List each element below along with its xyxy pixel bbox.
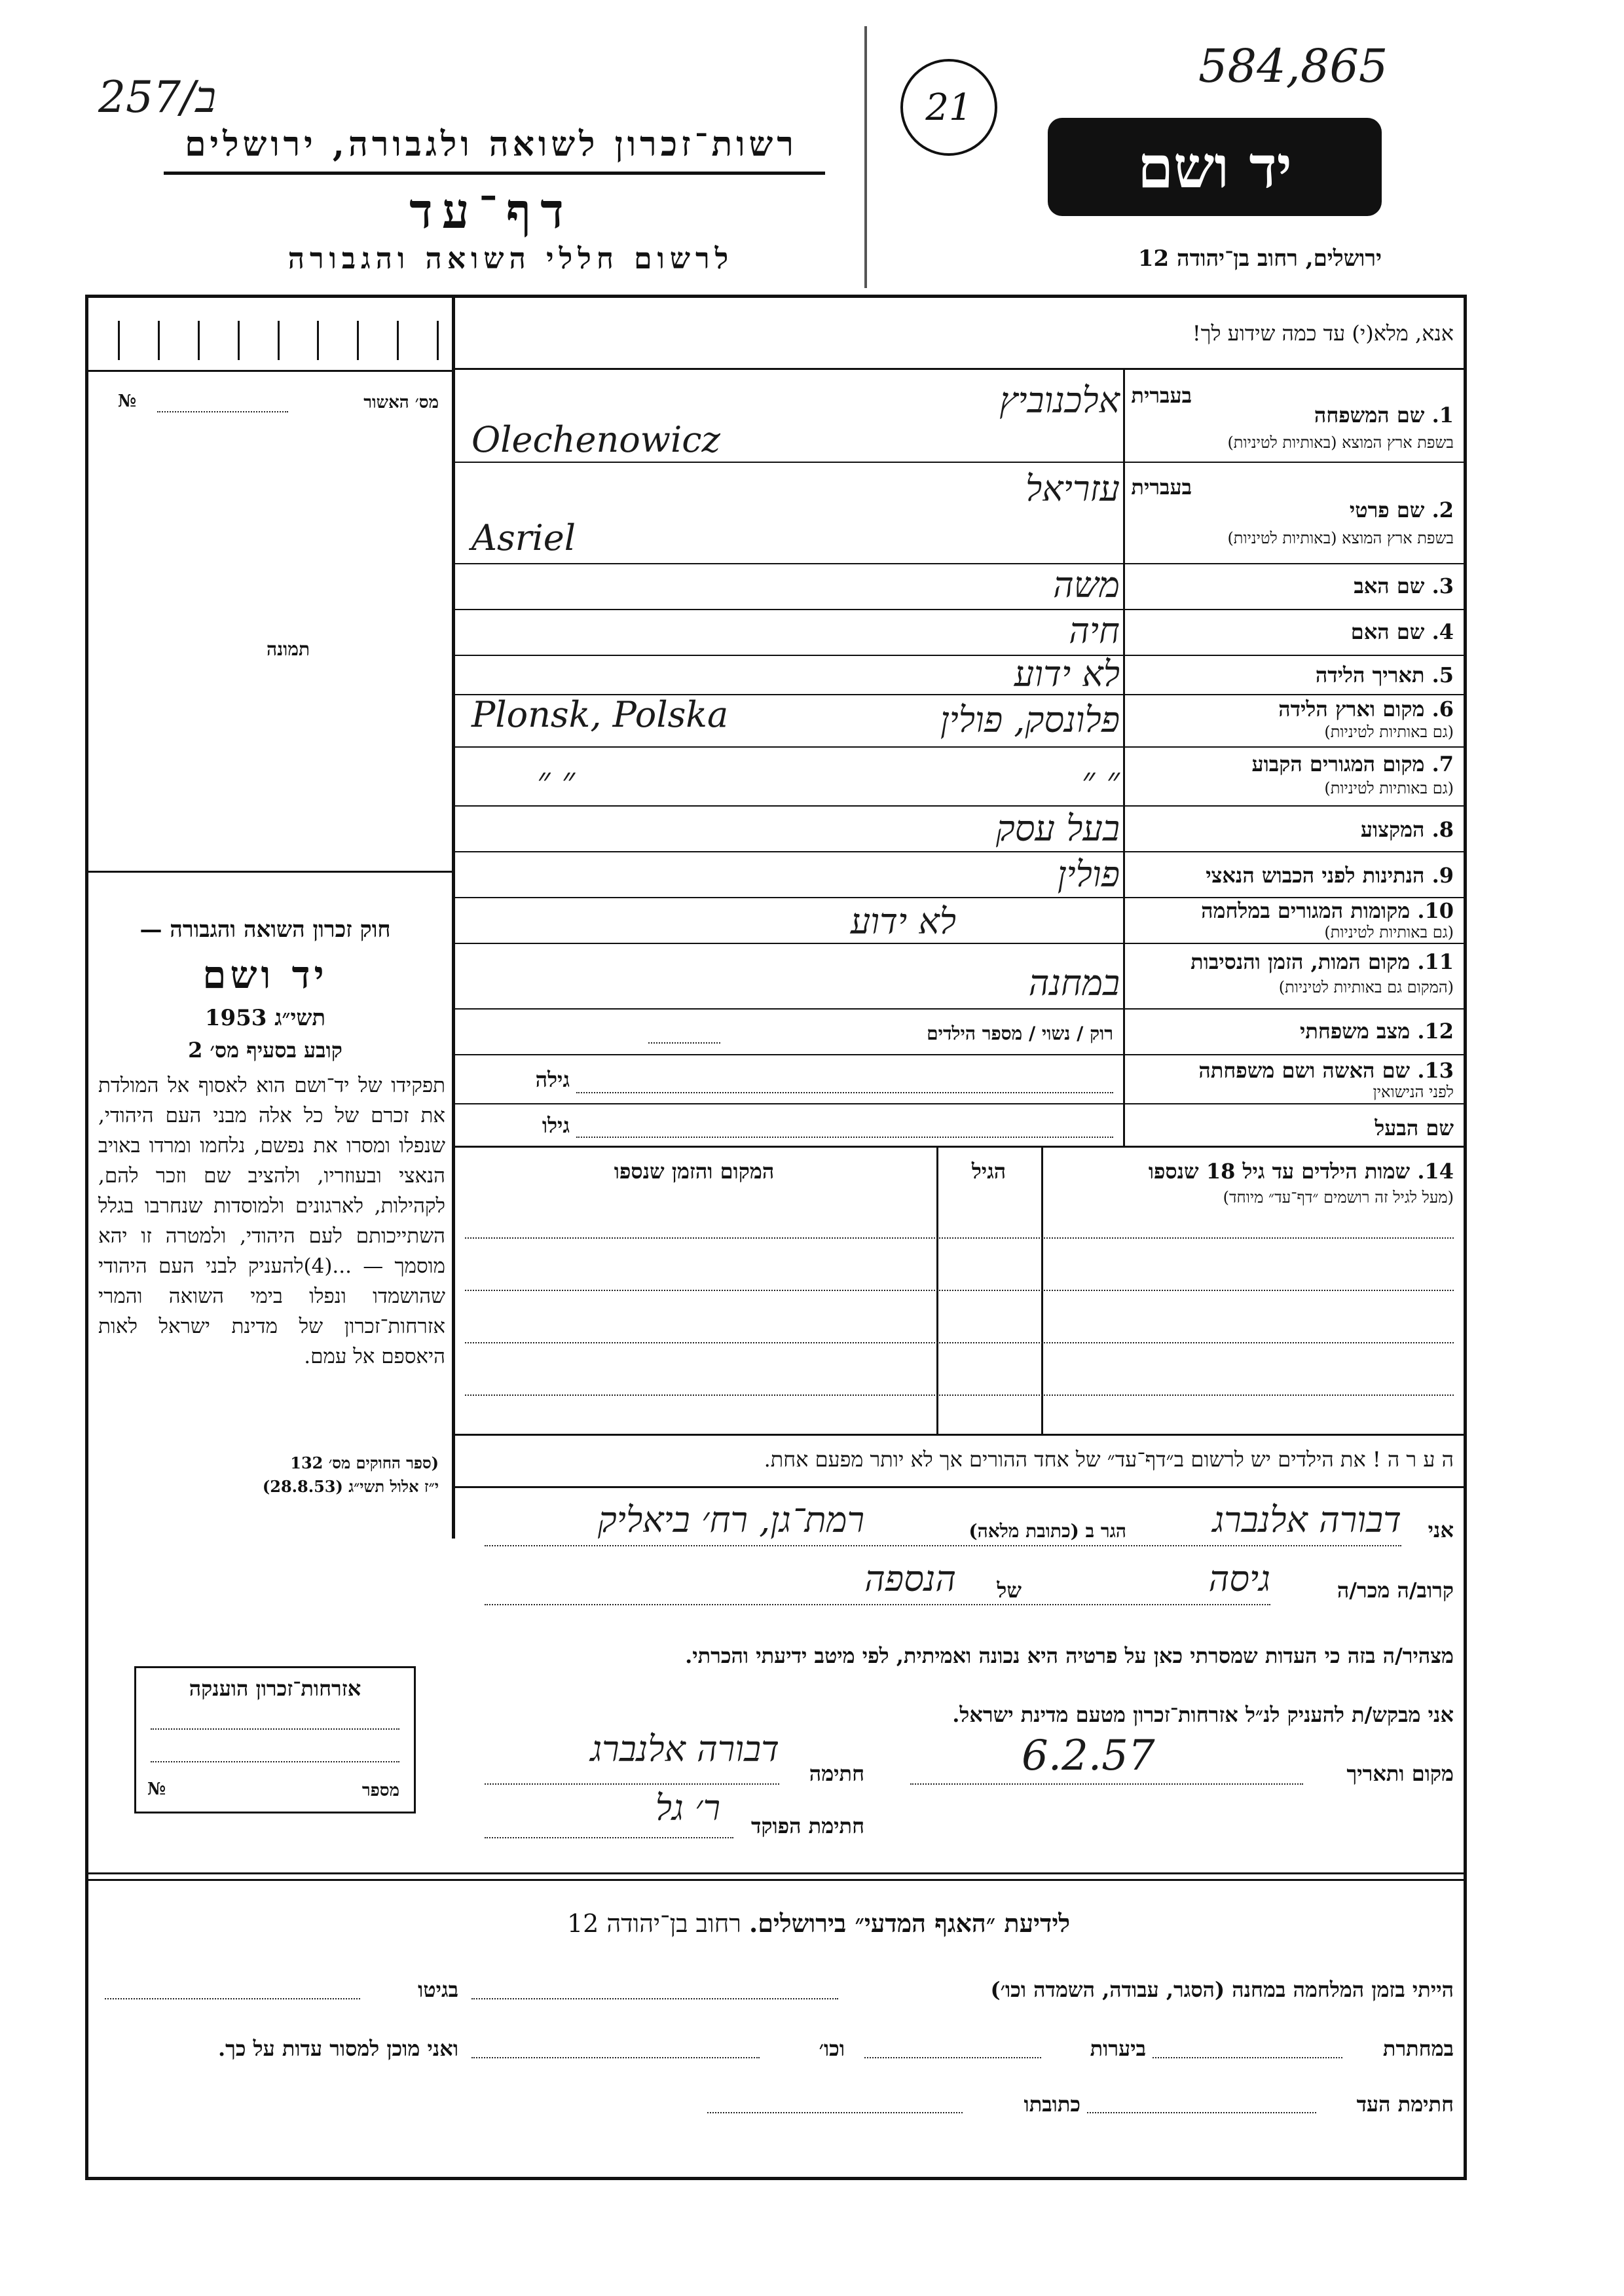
handwritten-ref-number: 584,865 (1198, 39, 1388, 93)
declarant-address: רמת־גן, רח׳ ביאליק (597, 1499, 864, 1540)
label-sep (1125, 1008, 1467, 1010)
address-label: הגר ב (כתובת מלאה) (969, 1520, 1126, 1542)
field-7-value-hebrew: ״ ״ (1081, 759, 1120, 801)
approval-label: מס׳ האשור (363, 393, 439, 412)
field-1-value-hebrew: אלכנוביץ (999, 380, 1120, 421)
field-13-sub: לפני הנישואין (1373, 1083, 1454, 1101)
law-clause: קובע בסעיף מס׳ 2 (188, 1038, 342, 1063)
footer-line3-dotline (1087, 2112, 1316, 2113)
field-3-value: משה (1053, 564, 1120, 606)
footer-line2-c: וכו׳ (819, 2036, 845, 2061)
row-sep (455, 943, 1123, 944)
field-1-sub: בשפת ארץ המוצא (באותיות לטיניות) (1227, 433, 1454, 452)
row-sep (455, 1103, 1123, 1104)
children-title: 14. שמות הילדים עד גיל 18 שנספו (1148, 1159, 1454, 1184)
row-sep (455, 462, 1123, 463)
row-sep (455, 897, 1123, 898)
field-6-label: 6. מקום וארץ הלידה (1278, 697, 1454, 721)
label-sep (1125, 1103, 1467, 1104)
children-row-line (465, 1342, 1454, 1343)
field-9-value: פולין (1057, 854, 1120, 895)
row-sep (455, 746, 1123, 748)
of-label: של (997, 1578, 1022, 1603)
field-5-label: 5. תאריך הלידה (1315, 663, 1454, 687)
children-col-age: הגיל (971, 1159, 1006, 1184)
field-7-sub: (גם באותיות לטיניות) (1324, 779, 1454, 797)
row-sep (455, 1054, 1123, 1055)
footer-line1-dotline (471, 1998, 838, 1999)
field-7-label: 7. מקום המגורים הקבוע (1251, 752, 1454, 776)
field-2-value-hebrew: עזריאל (1025, 468, 1120, 509)
footer-line2-dotline2 (864, 2057, 1041, 2058)
officer-dotline (485, 1837, 733, 1838)
row-sep (455, 1008, 1123, 1010)
footer-line2-a: במחתרת (1382, 2036, 1454, 2061)
declaration-request: אני מבקש/ת להעניק לנ״ל אזרחות־זכרון מטעם מדינת ישראל. (952, 1702, 1454, 1727)
field-13-label: 13. שם האשה ושם משפחתה (1198, 1058, 1454, 1083)
date-value: 6.2.57 (1022, 1732, 1155, 1780)
children-col-place: המקום והזמן שנספו (614, 1159, 775, 1184)
field-6-value-latin: Plonsk, Polska (471, 694, 729, 735)
citizenship-box-no-label: מספר (361, 1781, 399, 1800)
relative-label: קרוב/ה מכר/ה (1337, 1578, 1454, 1603)
label-column-divider (1123, 370, 1125, 1146)
circled-number-stamp (900, 59, 997, 156)
field-1-label: 1. שם המשפחה (1314, 403, 1454, 428)
declaration-i-label: אני (1428, 1518, 1454, 1542)
label-sep (1125, 563, 1467, 564)
relative-dotline (485, 1604, 1270, 1605)
place-date-label: מקום ותאריך (1346, 1761, 1454, 1786)
husband-age-label: גילו (542, 1113, 570, 1138)
law-name: יד ושם (202, 953, 328, 997)
date-dotline (910, 1783, 1303, 1785)
fields-bottom-rule (452, 1146, 1467, 1148)
field-8-value: בעל עסק (995, 808, 1120, 849)
footer-line1-a: הייתי בזמן המלחמה במחנה (הסגר, עבודה, השמדה וכו׳) (990, 1977, 1454, 2002)
husband-dotline (576, 1137, 1113, 1138)
address-dotline (485, 1545, 1401, 1546)
footer-line1-dotline2 (105, 1998, 360, 1999)
label-sep (1125, 851, 1467, 852)
field-1-value-latin: Olechenowicz (471, 419, 720, 460)
yad-vashem-logo (1048, 118, 1382, 216)
children-note: ה ע ר ה ! את הילדים יש לרשום ב״דף־עד״ של אחד ההורים אך לא יותר מפעם אחת. (764, 1447, 1454, 1472)
field-6-sub: (גם באותיות לטיניות) (1324, 723, 1454, 741)
header-address: ירושלים, רחוב בן־יהודה 12 (1137, 246, 1382, 272)
field-11-value: במחנה (1028, 962, 1120, 1004)
field-9-label: 9. הנתינות לפני הכבוש הנאצי (1206, 863, 1454, 888)
footer-line2-d: ואני מוכן למסור עדות על כך. (217, 2036, 458, 2061)
field-4-label: 4. שם האם (1350, 619, 1454, 644)
field-2-tag: בעברית (1131, 475, 1192, 500)
label-sep (1125, 943, 1467, 944)
footer-line2-b: ביערות (1090, 2036, 1146, 2061)
husband-label: שם הבעל (1375, 1116, 1454, 1140)
field-12-label: 12. מצב משפחתי (1300, 1019, 1454, 1044)
footer-line3-dotline2 (707, 2112, 963, 2113)
field-8-label: 8. המקצוע (1360, 817, 1454, 842)
handwritten-ref-left: 257/ב (98, 72, 217, 122)
law-rule (85, 871, 453, 873)
relation-value: גיסה (1208, 1558, 1270, 1599)
declaration-statement: מצהיר/ה בזה כי העדות שמסרתי כאן על פרטיה היא נכונה ואמיתית, לפי מיטב ידיעתי והכרתי. (685, 1643, 1454, 1668)
field-13-age-label: גילה (535, 1067, 570, 1092)
circled-number: 21 (925, 86, 972, 129)
field-10-label: 10. מקומות המגורים במלחמה (1201, 898, 1454, 923)
law-title: חוק זכרון השואה והגבורה — (139, 917, 391, 943)
form-subtitle: לרשום חללי השואה והגבורה (287, 242, 734, 276)
field-1-tag: בעברית (1131, 383, 1192, 408)
row-sep (455, 851, 1123, 852)
law-source: (ספר החוקים מס׳ 132 (290, 1453, 439, 1472)
field-12-dotline (648, 1042, 720, 1044)
footer-line2-dotline (1153, 2057, 1342, 2058)
footer-heading: לידיעת ״האגף המדעי״ בירושלים. רחוב בן־יהודה 12 (566, 1908, 1071, 1938)
label-sep (1125, 655, 1467, 656)
footer-rule-bottom (85, 1879, 1467, 1881)
footer-line2-dotline3 (471, 2057, 760, 2058)
officer-signature: ר׳ גל (655, 1787, 720, 1829)
label-sep (1125, 805, 1467, 807)
law-text: תפקידו של יד־ושם הוא לאסוף אל המולדת את זכרם של כל אלה מבני העם היהודי, שנפלו ומסרו את נפשם, נלחמו ומרדו באויב הנאצי ובעוזריו, ולהציב שם וזכר להם, לקהילות, לארגונים ולמוסדות שנחרבו בגלל השתייכותם לעם היהודי, ולמטרה זו יהא מוסמך — ...(4)להעניק לבני העם היהודי שהושמדו ונפלו בימי השואה והמרי אזרחות־זכרון של מדינת ישראל לאות היאספם אל עמם. (98, 1074, 445, 1368)
field-12-options: רוק / נשוי / מספר הילדים (927, 1023, 1113, 1044)
photo-label: תמונה (266, 638, 310, 660)
children-row-line (465, 1237, 1454, 1239)
footer-line1-b: בגיטו (418, 1977, 458, 2002)
intro-divider (452, 368, 1467, 370)
field-2-label: 2. שם פרטי (1349, 498, 1454, 522)
label-sep (1125, 609, 1467, 610)
field-11-label: 11. מקום המות, הזמן והנסיבות (1190, 949, 1454, 974)
form-title: דף־עד (409, 183, 573, 240)
citizenship-box-title: אזרחות־זכרון הוענקה (189, 1676, 361, 1701)
officer-label: חתימת הפוקד (751, 1813, 864, 1838)
field-4-value: חיה (1069, 610, 1120, 651)
field-2-value-latin: Asriel (471, 517, 576, 558)
footer-line3-a: חתימת העד (1356, 2092, 1454, 2117)
citizenship-box-line (151, 1728, 399, 1730)
intro-text: אנא, מלא(י) עד כמה שידוע לך! (1192, 321, 1454, 346)
footer-line3-b: כתובתו (1024, 2092, 1080, 2117)
approval-boxes (118, 321, 439, 368)
children-sub: (מעל לגיל זה רושמים ״דף־עד״ מיוחד) (1223, 1188, 1454, 1207)
law-date: י״ז אלול תשי״ג (28.8.53) (262, 1477, 439, 1496)
signature-value: דבורה אלנברג (590, 1728, 779, 1770)
signature-label: חתימה (809, 1761, 864, 1786)
field-7-value-latin: ״ ״ (537, 759, 576, 801)
note-rule (452, 1486, 1467, 1488)
citizenship-box-no: № (147, 1779, 166, 1799)
field-11-sub: (המקום גם באותיות לטיניות) (1278, 978, 1454, 996)
field-5-value: לא ידוע (1014, 653, 1120, 695)
children-row-line (465, 1290, 1454, 1291)
field-10-value: לא ידוע (850, 901, 956, 942)
footer-rule-top (85, 1872, 1467, 1874)
row-sep (455, 805, 1123, 807)
scan-crease-line (864, 26, 867, 288)
approval-no: № (118, 392, 137, 411)
logo-text: יד ושם (1137, 132, 1292, 201)
declarant-name: דבורה אלנברג (1212, 1499, 1401, 1540)
approval-rule (85, 370, 453, 372)
header-rule (164, 172, 825, 175)
of-value: הנספה (864, 1558, 956, 1599)
label-sep (1125, 746, 1467, 748)
field-6-value-hebrew: פלונסק, פולין (940, 699, 1120, 740)
label-sep (1125, 694, 1467, 695)
sidebar-divider (452, 295, 455, 1539)
label-sep (1125, 462, 1467, 463)
approval-dotline (157, 411, 288, 412)
citizenship-box-line (151, 1761, 399, 1762)
label-sep (1125, 1054, 1467, 1055)
field-13-dotline (576, 1092, 1113, 1093)
field-10-sub: (גם באותיות לטיניות) (1324, 923, 1454, 941)
field-2-sub: בשפת ארץ המוצא (באותיות לטיניות) (1227, 529, 1454, 547)
signature-dotline (485, 1783, 779, 1785)
children-row-line (465, 1394, 1454, 1396)
field-3-label: 3. שם האב (1354, 574, 1454, 598)
law-year: תשי״ג 1953 (204, 1005, 326, 1031)
institution-name: רשות־זכרון לשואה ולגבורה, ירושלים (185, 124, 798, 164)
children-bottom-rule (452, 1434, 1467, 1436)
